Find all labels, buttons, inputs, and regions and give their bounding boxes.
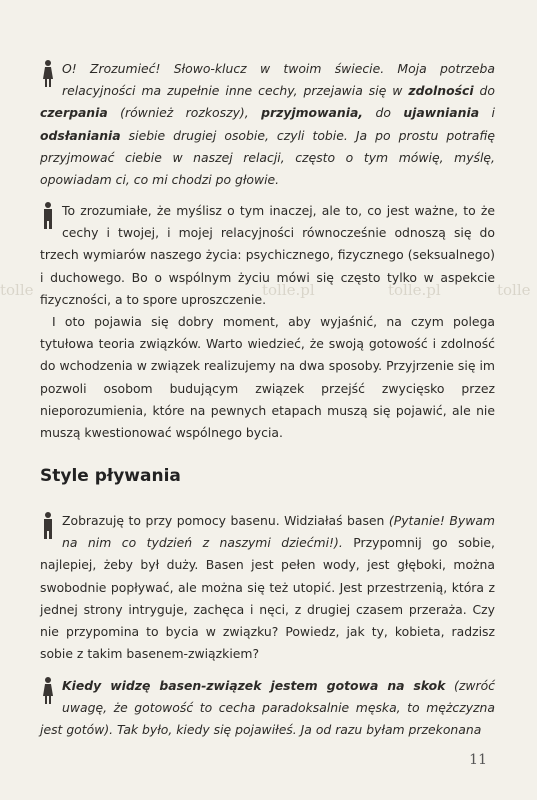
woman-figure-icon — [40, 59, 56, 89]
woman-figure-icon — [40, 676, 56, 706]
paragraph-man-1: To zrozumiałe, że myślisz o tym inaczej, ale to, co jest ważne, to że cechy i twojej, i mojej relacyjności równocześnie odnoszą się do trzech wymiarów naszego życia: psychicznego, fizycznego (seksualnego) i duchowego. Bo o wspólnym życiu mówi się często tylko w aspekcie fizyczności, a to spore uproszczenie. — [40, 203, 495, 307]
man-figure-icon — [40, 201, 56, 231]
page-number: 11 — [469, 752, 487, 768]
man-figure-icon — [40, 511, 56, 541]
watermark-right: tolle — [497, 281, 531, 299]
paragraph-woman-1: O! Zrozumieć! Słowo-klucz w twoim świecie. Moja potrzeba relacyjności ma zupełnie inne cechy, przejawia się w zdolności do czerpania (również rozkoszy), przyjmowania, do ujawniania i odsłaniania siebie drugiej osobie, czyli tobie. Ja po prostu potrafię przyjmować ciebie w naszej relacji, często o tym mówię, myślę, opowiadam ci, co mi chodzi po głowie. — [40, 61, 496, 188]
paragraph-man-3: Zobrazuję to przy pomocy basenu. Widziałaś basen (Pytanie! Bywam na nim co tydzień z naszymi dziećmi!). Przypomnij go sobie, najlepiej, żeby był duży. Basen jest pełen wody, jest głęboki, można swobodnie popływać, ale można się też utopić. Jest przestrzenią, która z jednej strony intryguje, zachęca i nęci, z drugiej czasem przeraża. Czy nie przypomina to bycia w związku? Powiedz, jak ty, kobieta, radzisz sobie z takim basenem-związkiem? — [40, 513, 495, 662]
section-heading: Style pływania — [40, 466, 181, 486]
watermark-mid: tolle.pl — [262, 281, 315, 299]
watermark-mid-right: tolle.pl — [388, 281, 441, 299]
paragraph-man-2: I oto pojawia się dobry moment, aby wyjaśnić, na czym polega tytułowa teoria związków. Warto wiedzieć, że swoją gotowość i zdolność do wchodzenia w związek realizujemy na dwa sposoby. Przyjrzenie się im pozwoli osobom budującym związek przejść zwycięsko przez nieporozumienia, które na pewnych etapach muszą się pojawić, ale nie muszą kwestionować wspólnego bycia. — [40, 314, 495, 441]
watermark-left: tolle — [0, 281, 34, 299]
paragraph-woman-2: Kiedy widzę basen-związek jestem gotowa na skok (zwróć uwagę, że gotowość to cecha paradoksalnie męska, to mężczyzna jest gotów). Tak było, kiedy się pojawiłeś. Ja od razu byłam przekonana — [40, 678, 495, 738]
